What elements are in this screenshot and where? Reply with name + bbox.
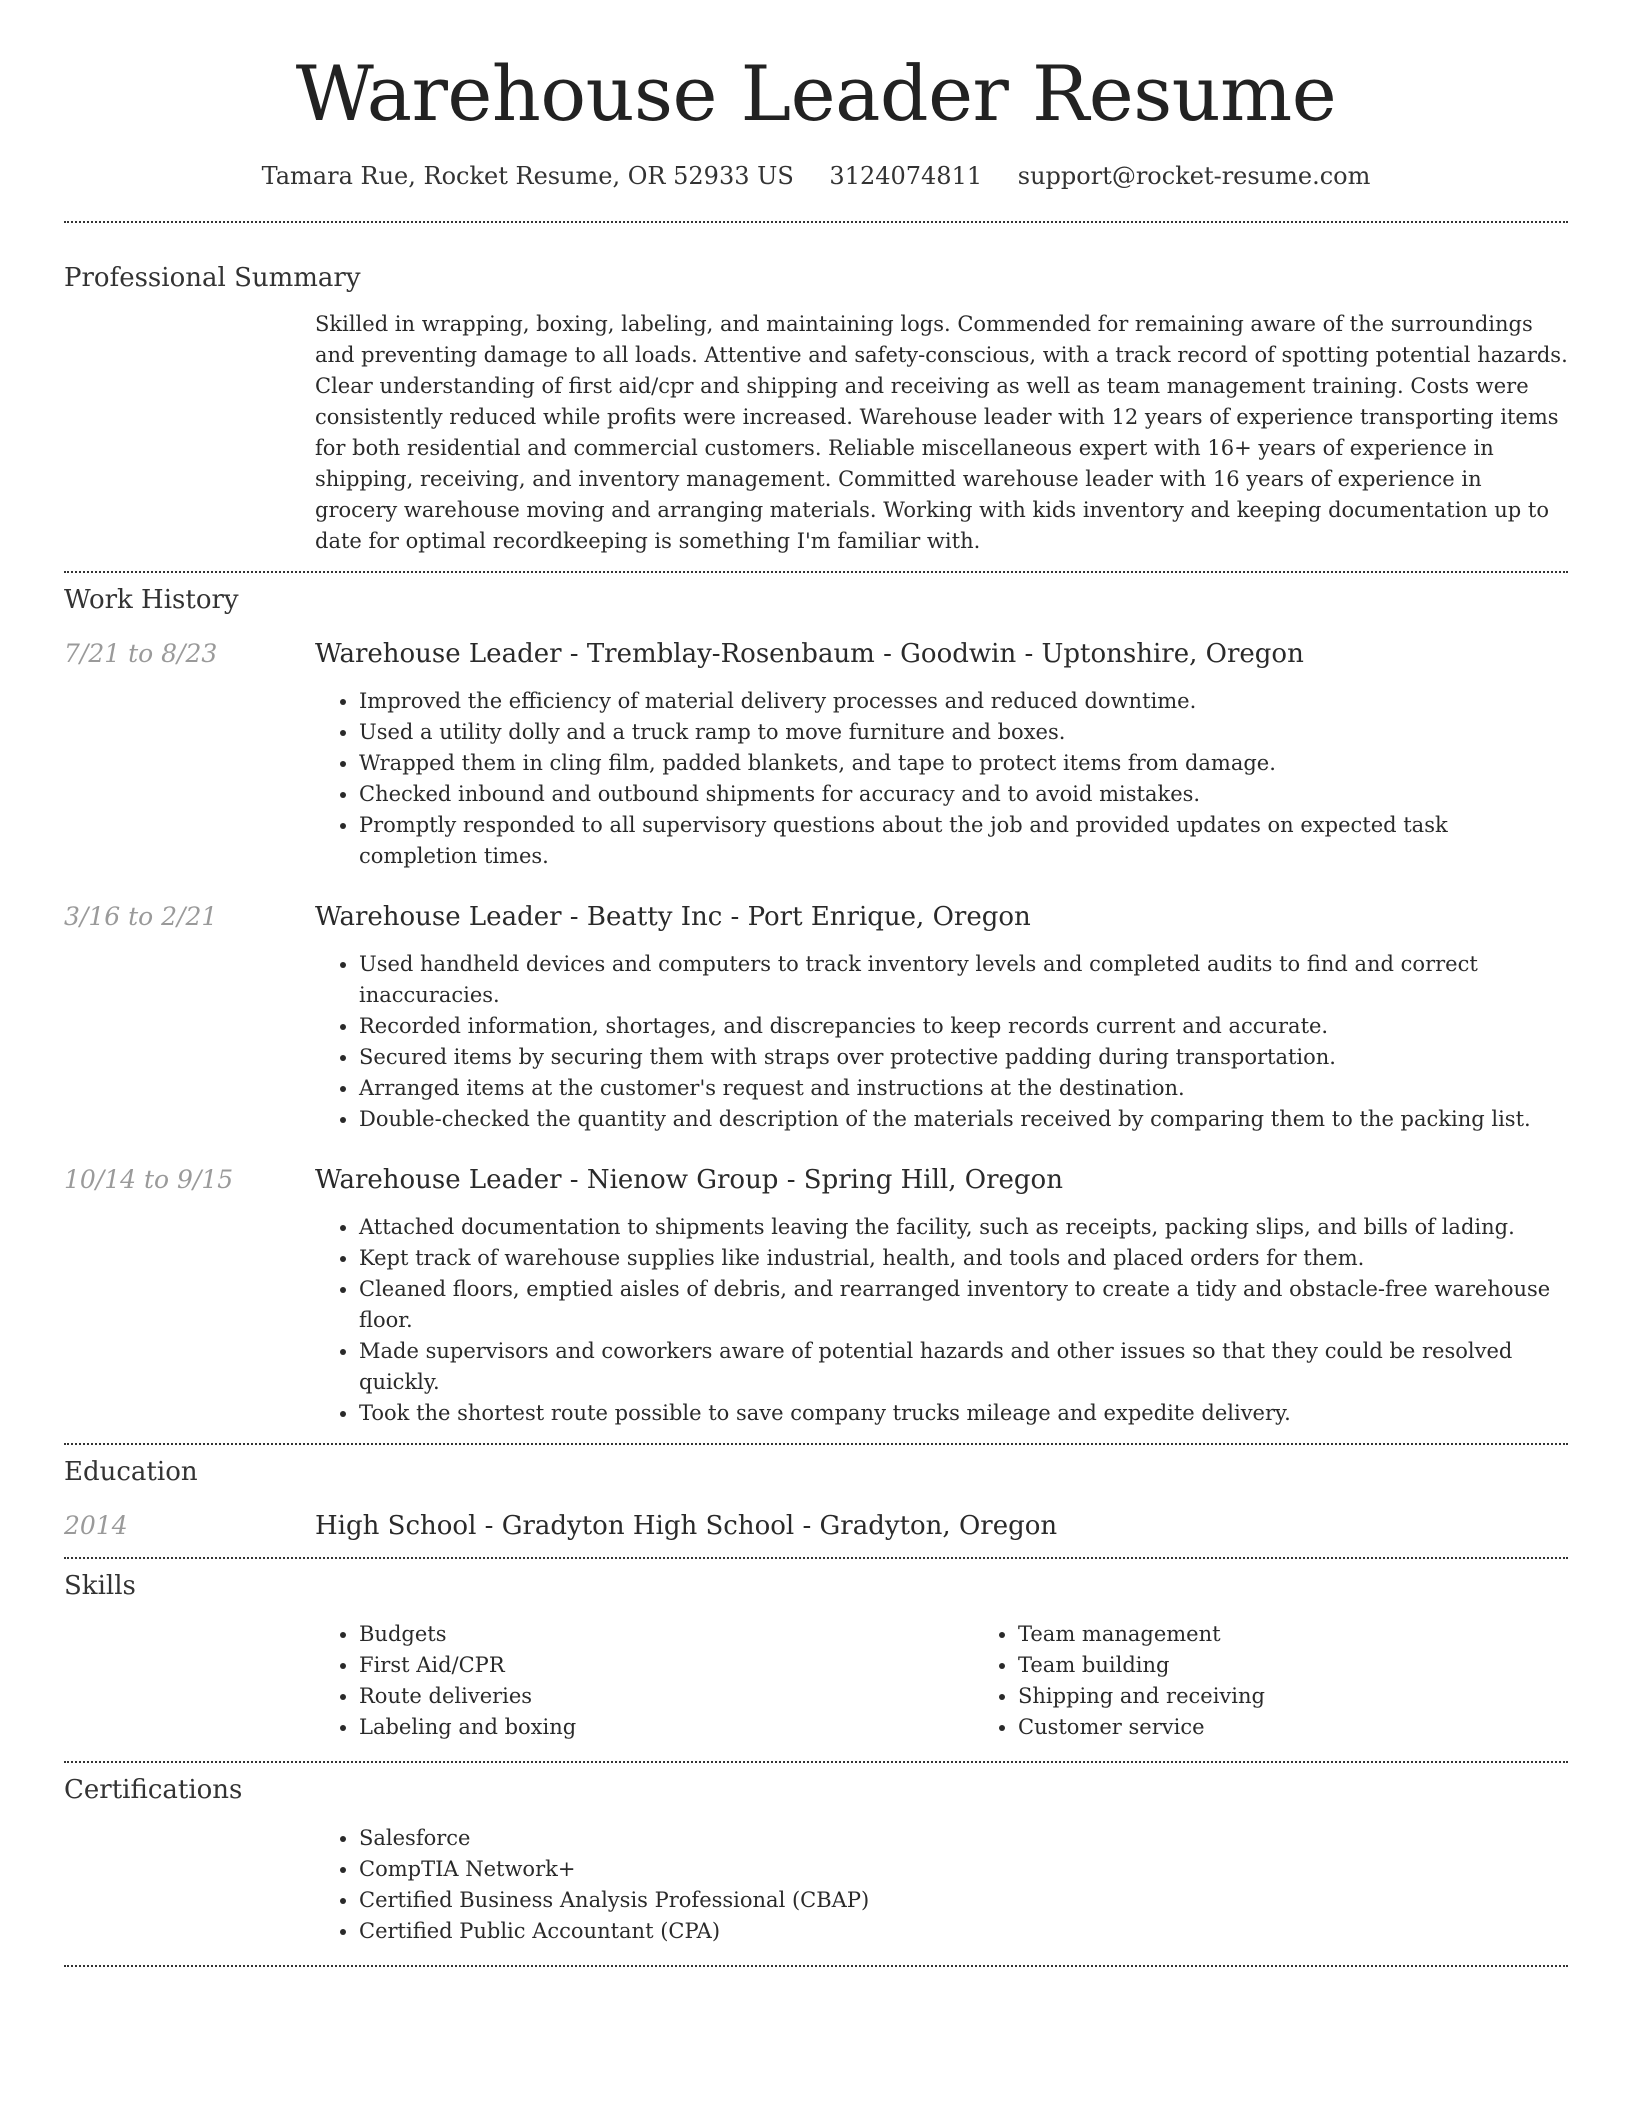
job-bullets <box>315 686 1568 872</box>
job-bullet: • Used a utility dolly and a truck ramp to move furniture and boxes. <box>359 717 1568 748</box>
divider <box>64 1965 1568 1967</box>
certification-item: • CompTIA Network+ <box>359 1854 1568 1885</box>
contact-address: Tamara Rue, Rocket Resume, OR 52933 US <box>261 161 794 190</box>
certification-item: • Certified Business Analysis Professional (CBAP) <box>359 1885 1568 1916</box>
job-entry <box>64 1165 1568 1429</box>
summary-section <box>64 263 1568 557</box>
divider <box>64 571 1568 573</box>
job-bullet: • Kept track of warehouse supplies like industrial, health, and tools and placed orders for them. <box>359 1243 1568 1274</box>
education-year: 2014 <box>64 1510 128 1540</box>
job-bullet: • Secured items by securing them with straps over protective padding during transportation. <box>359 1042 1568 1073</box>
education-entry <box>64 1511 1568 1541</box>
job-bullet: • Promptly responded to all supervisory questions about the job and provided updates on expected task completion times. <box>359 810 1568 872</box>
skill-item: • Shipping and receiving <box>1018 1681 1632 1712</box>
certifications-heading: Certifications <box>64 1774 243 1805</box>
job-bullets <box>315 949 1568 1135</box>
skills-heading: Skills <box>64 1570 136 1601</box>
job-title: Warehouse Leader - Tremblay-Rosenbaum - Goodwin - Uptonshire, Oregon <box>315 638 1304 669</box>
education-text: High School - Gradyton High School - Gradyton, Oregon <box>315 1510 1058 1541</box>
job-bullet: • Checked inbound and outbound shipments for accuracy and to avoid mistakes. <box>359 779 1568 810</box>
skill-item: • Customer service <box>1018 1712 1632 1743</box>
contact-email: support@rocket-resume.com <box>1017 161 1371 190</box>
job-bullet: • Recorded information, shortages, and discrepancies to keep records current and accurate. <box>359 1011 1568 1042</box>
job-bullet: • Attached documentation to shipments leaving the facility, such as receipts, packing slips, and bills of lading. <box>359 1212 1568 1243</box>
job-entry <box>64 902 1568 1135</box>
summary-heading: Professional Summary <box>64 262 361 293</box>
skills-list-right <box>974 1619 1632 1743</box>
contact-phone: 3124074811 <box>829 161 983 190</box>
skill-item: • Labeling and boxing <box>359 1712 974 1743</box>
job-bullet: • Double-checked the quantity and description of the materials received by comparing them to the packing list. <box>359 1104 1568 1135</box>
skill-item: • First Aid/CPR <box>359 1650 974 1681</box>
job-bullet: • Improved the efficiency of material delivery processes and reduced downtime. <box>359 686 1568 717</box>
skill-item: • Team management <box>1018 1619 1632 1650</box>
divider <box>64 1557 1568 1559</box>
certifications-list <box>315 1823 1568 1947</box>
summary-text: Skilled in wrapping, boxing, labeling, and maintaining logs. Commended for remaining aware of the surroundings and preventing damage to all loads. Attentive and safety-conscious, with a track record of spotting potential hazards. Clear understanding of first aid/cpr and shipping and receiving as well as team management training. Costs were consistently reduced while profits were increased. Warehouse leader with 12 years of experience transporting items for both residential and commercial customers. Reliable miscellaneous expert with 16+ years of experience in shipping, receiving, and inventory management. Committed warehouse leader with 16 years of experience in grocery warehouse moving and arranging materials. Working with kids inventory and keeping documentation up to date for optimal recordkeeping is something I'm familiar with. <box>315 311 1568 553</box>
skills-section <box>64 1571 1568 1743</box>
skill-item: • Route deliveries <box>359 1681 974 1712</box>
certification-item: • Certified Public Accountant (CPA) <box>359 1916 1568 1947</box>
work-history-section <box>64 585 1568 1429</box>
divider <box>64 1761 1568 1763</box>
job-bullet: • Wrapped them in cling film, padded blankets, and tape to protect items from damage. <box>359 748 1568 779</box>
job-entry <box>64 639 1568 872</box>
job-bullets <box>315 1212 1568 1429</box>
job-bullet: • Cleaned floors, emptied aisles of debris, and rearranged inventory to create a tidy and obstacle-free warehouse floor. <box>359 1274 1568 1336</box>
work-history-heading: Work History <box>64 584 239 615</box>
job-dates: 3/16 to 2/21 <box>64 901 218 931</box>
education-heading: Education <box>64 1456 198 1487</box>
certifications-section <box>64 1775 1568 1947</box>
job-title: Warehouse Leader - Beatty Inc - Port Enrique, Oregon <box>315 901 1031 932</box>
job-dates: 10/14 to 9/15 <box>64 1164 234 1194</box>
contact-line <box>64 162 1568 190</box>
job-bullet: • Used handheld devices and computers to track inventory levels and completed audits to find and correct inaccuracies. <box>359 949 1568 1011</box>
job-dates: 7/21 to 8/23 <box>64 638 218 668</box>
job-bullet: • Took the shortest route possible to save company trucks mileage and expedite delivery. <box>359 1398 1568 1429</box>
job-bullet: • Arranged items at the customer's request and instructions at the destination. <box>359 1073 1568 1104</box>
divider <box>64 1443 1568 1445</box>
education-section <box>64 1457 1568 1541</box>
skill-item: • Team building <box>1018 1650 1632 1681</box>
certification-item: • Salesforce <box>359 1823 1568 1854</box>
job-bullet: • Made supervisors and coworkers aware of potential hazards and other issues so that they could be resolved quickly. <box>359 1336 1568 1398</box>
divider <box>64 221 1568 223</box>
skills-list-left <box>315 1619 974 1743</box>
resume-title: Warehouse Leader Resume <box>295 49 1337 138</box>
skill-item: • Budgets <box>359 1619 974 1650</box>
job-title: Warehouse Leader - Nienow Group - Spring Hill, Oregon <box>315 1164 1063 1195</box>
